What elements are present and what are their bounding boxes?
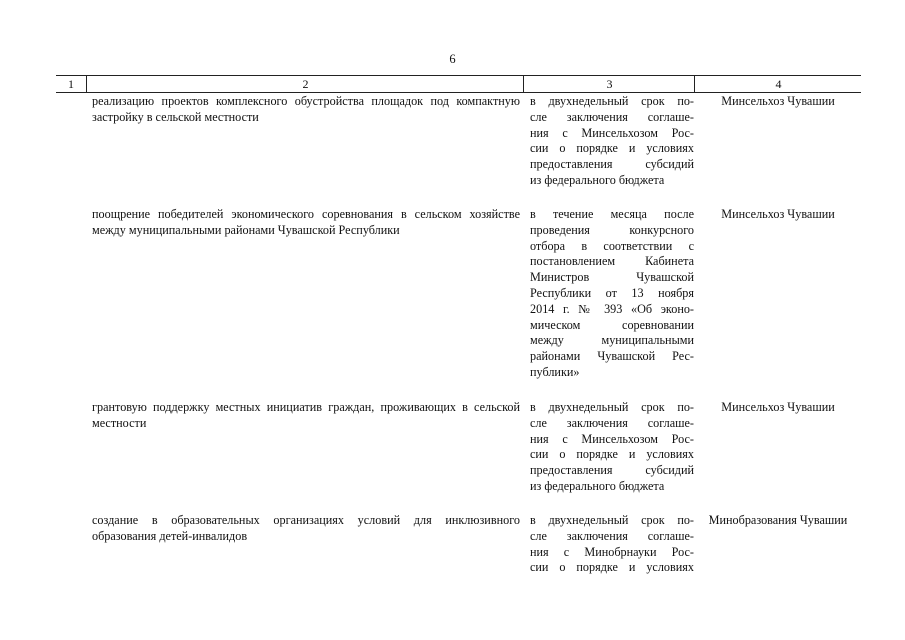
deadline-line: районами Чувашской Рес- [530,349,694,364]
deadline-line: публики» [530,364,580,379]
column-header-3: 3 [523,76,695,92]
executor-cell: Минсельхоз Чувашии [721,207,835,221]
table-header-row [56,75,861,93]
deadline-line: 2014 г. № 393 «Об эконо- [530,301,694,316]
deadline-line: в двухнедельный срок по- [530,94,694,108]
deadline-cell [530,513,694,576]
measure-cell: реализацию проектов комплексного обустройства площадок под компактную застройку в сельской местности [92,94,520,124]
deadline-line: сле заключения соглаше- [530,109,694,124]
deadline-cell [530,207,694,381]
deadline-line: в двухнедельный срок по- [530,400,694,414]
deadline-line: в двухнедельный срок по- [530,513,694,527]
deadline-line: сии о порядке и условиях [530,447,694,462]
deadline-line: сии о порядке и условиях [530,141,694,156]
executor-cell: Минобразования Чувашии [708,513,848,527]
executor-cell: Минсельхоз Чувашии [721,400,835,414]
deadline-line: предоставления субсидий [530,463,694,478]
deadline-line: ния с Минобрнауки Рос- [530,544,694,559]
deadline-line: ния с Минсельхозом Рос- [530,125,694,140]
deadline-line: из федерального бюджета [530,478,665,493]
executor-cell: Минсельхоз Чувашии [721,94,835,108]
deadline-cell [530,94,694,189]
deadline-line: сии о порядке и условиях [530,560,694,575]
deadline-line: ния с Минсельхозом Рос- [530,431,694,446]
measure-cell: поощрение победителей экономического соревнования в сельском хозяйстве между муниципальными районами Чувашской Республики [92,207,520,237]
measure-cell: грантовую поддержку местных инициатив граждан, проживающих в сельской местности [92,400,520,430]
column-header-2: 2 [86,76,524,92]
column-header-4: 4 [694,76,862,92]
deadline-line: в течение месяца после [530,207,694,221]
page-number: 6 [449,52,456,66]
deadline-line: между муниципальными [530,333,694,348]
deadline-line: сле заключения соглаше- [530,415,694,430]
deadline-line: Республики от 13 ноября [530,285,694,300]
deadline-line: из федерального бюджета [530,172,665,187]
deadline-line: постановлением Кабинета [530,254,694,269]
deadline-line: предоставления субсидий [530,157,694,172]
deadline-line: отбора в соответствии с [530,238,694,253]
deadline-line: проведения конкурсного [530,222,694,237]
deadline-line: Министров Чувашской [530,270,694,285]
deadline-cell [530,400,694,495]
measure-cell: создание в образовательных организациях условий для инклюзивного образования детей-инвалидов [92,513,520,543]
deadline-line: мическом соревновании [530,317,694,332]
column-header-1: 1 [68,77,74,91]
deadline-line: сле заключения соглаше- [530,528,694,543]
